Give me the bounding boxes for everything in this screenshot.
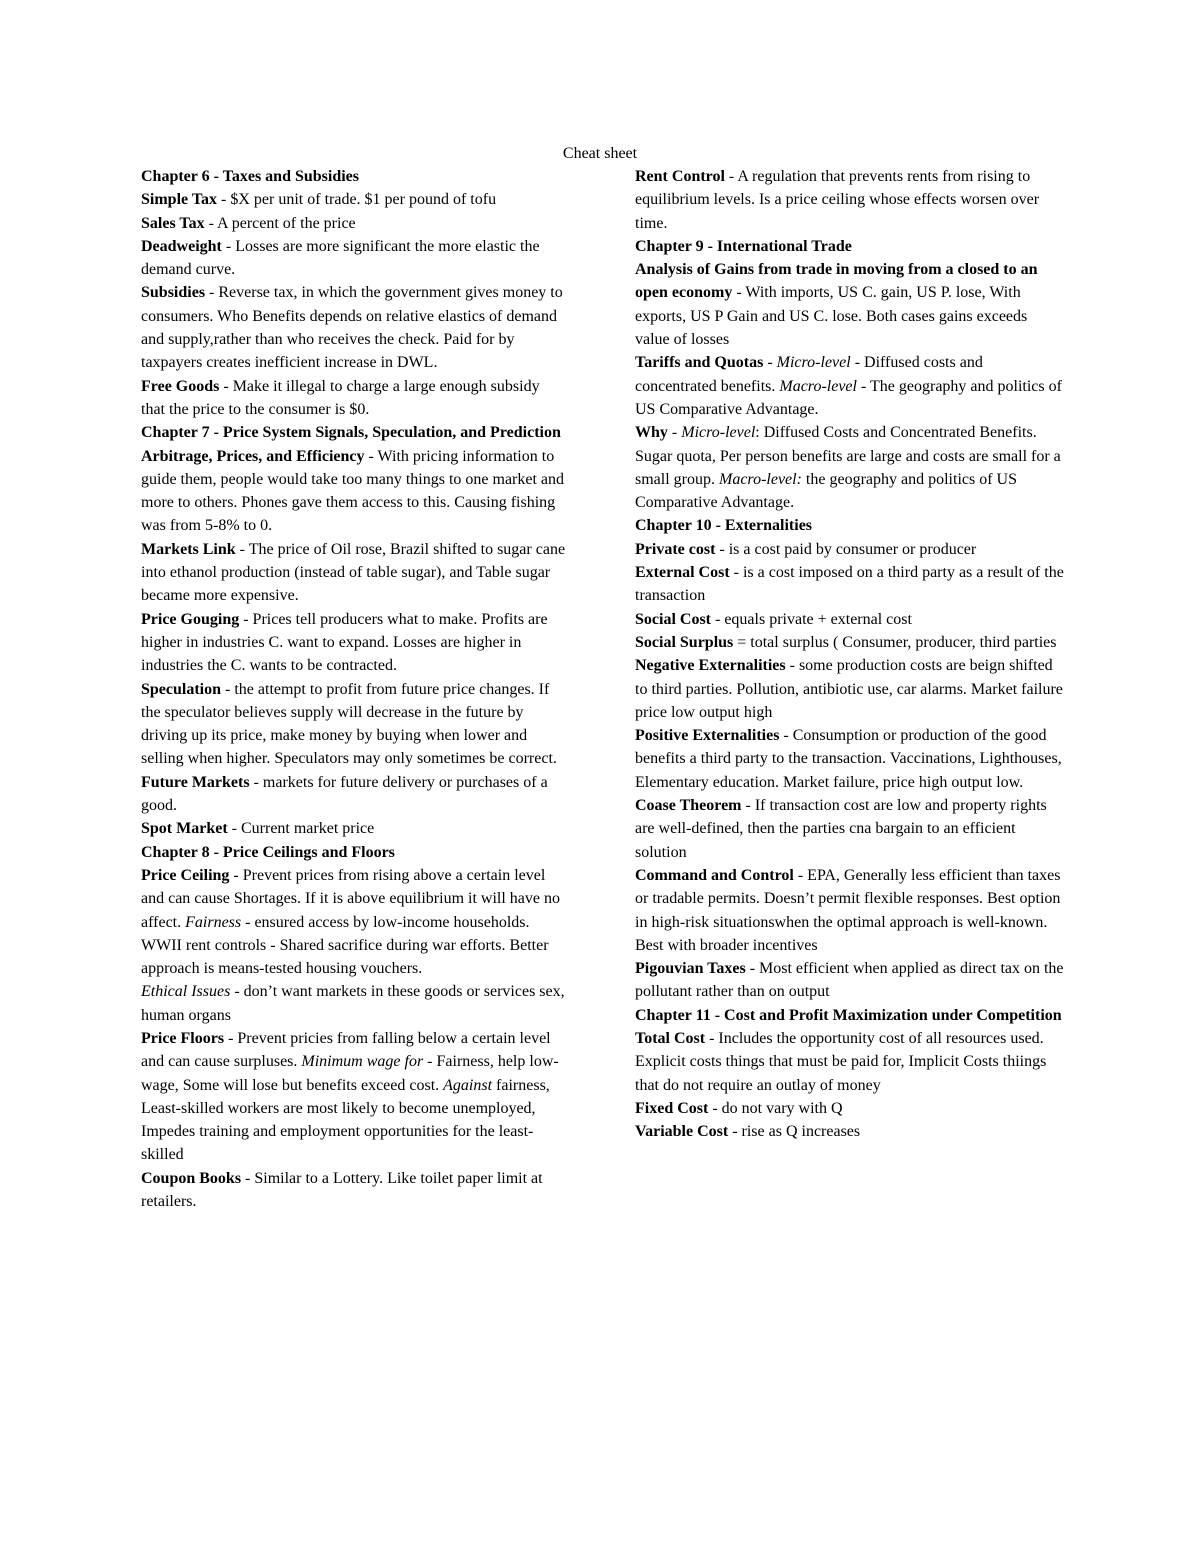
term-entry bbox=[141, 538, 567, 608]
definition-text: - some production costs are beign shifted to third parties. Pollution, antibiotic use, car alarms. Market failure price low output high bbox=[635, 657, 1063, 721]
term-entry bbox=[635, 258, 1065, 351]
term-entry bbox=[141, 188, 567, 211]
definition-text: - Consumption or production of the good benefits a third party to the transaction. Vaccinations, Lighthouses, Elementary education. Market failure, price high output low. bbox=[635, 727, 1062, 791]
term-entry bbox=[141, 235, 567, 282]
italic-text: Micro-level bbox=[681, 424, 756, 442]
term-label: Command and Control bbox=[635, 866, 794, 884]
definition-text: - bbox=[763, 354, 777, 372]
term-label: Social Surplus bbox=[635, 633, 734, 651]
term-entry bbox=[635, 724, 1065, 794]
right-column bbox=[635, 165, 1065, 1143]
term-label: Chapter 8 - Price Ceilings and Floors bbox=[141, 843, 395, 861]
chapter-heading bbox=[141, 841, 567, 864]
term-label: Chapter 10 - Externalities bbox=[635, 517, 813, 535]
term-label: Pigouvian Taxes bbox=[635, 960, 746, 978]
term-entry bbox=[635, 351, 1065, 421]
term-entry bbox=[635, 864, 1065, 957]
italic-text: Macro-level bbox=[779, 377, 857, 395]
term-label: Deadweight bbox=[141, 237, 222, 255]
chapter-heading bbox=[635, 235, 1065, 258]
term-label: External Cost bbox=[635, 564, 730, 582]
italic-text: Fairness bbox=[185, 913, 242, 931]
term-label: Why bbox=[635, 424, 668, 442]
definition-text: - Similar to a Lottery. Like toilet paper limit at retailers. bbox=[141, 1169, 543, 1211]
term-entry bbox=[141, 817, 567, 840]
definition-text: - Reverse tax, in which the government gives money to consumers. Who Benefits depends on relative elastics of demand and supply,rather than who receives the check. Paid for by taxpayers creates inefficient increase in DWL. bbox=[141, 284, 563, 372]
term-label: Negative Externalities bbox=[635, 657, 786, 675]
definition-text: - The geography and politics of US Comparative Advantage. bbox=[635, 377, 1062, 418]
definition-text: - Fairness, help low-wage, Some will lose but benefits exceed cost. bbox=[141, 1053, 559, 1094]
left-column bbox=[141, 165, 567, 1213]
definition-text: - is a cost paid by consumer or producer bbox=[715, 540, 977, 558]
term-label: Social Cost bbox=[635, 610, 711, 628]
definition-text: - With imports, US C. gain, US P. lose, With exports, US P Gain and US C. lose. Both cases gains exceeds value of losses bbox=[635, 284, 1028, 349]
definition-text: - don’t want markets in these goods or services sex, human organs bbox=[141, 983, 565, 1024]
definition-text: - equals private + external cost bbox=[711, 610, 912, 628]
term-label: Spot Market bbox=[141, 820, 228, 838]
definition-text: - Prevent prices from rising above a certain level and can cause Shortages. If it is above equilibrium it will have no affect. bbox=[141, 866, 560, 931]
definition-text: - ensured access by low-income households. WWII rent controls - Shared sacrifice during war efforts. Better approach is means-tested housing vouchers. bbox=[141, 913, 549, 978]
term-label: Price Ceiling bbox=[141, 866, 230, 884]
term-entry bbox=[635, 631, 1065, 654]
term-label: Subsidies bbox=[141, 284, 206, 302]
term-label: Speculation bbox=[141, 680, 222, 698]
definition-text: - A regulation that prevents rents from rising to equilibrium levels. Is a price ceiling whose effects worsen over time. bbox=[635, 168, 1040, 232]
term-label: Price Floors bbox=[141, 1029, 225, 1047]
definition-text: = total surplus ( Consumer, producer, third parties bbox=[733, 633, 1057, 651]
definition-text: - If transaction cost are low and property rights are well-defined, then the parties cna bargain to an efficient solution bbox=[635, 797, 1047, 861]
definition-text: - EPA, Generally less efficient than taxes or tradable permits. Doesn’t permit flexible responses. Best option in high-risk situationswhen the optimal approach is well-known. Best with broader incentives bbox=[635, 866, 1061, 954]
definition-text: - the attempt to profit from future price changes. If the speculator believes supply will decrease in the future by driving up its price, make money by buying when lower and selling when higher. Speculators may only sometimes be correct. bbox=[141, 680, 557, 768]
definition-text: - The price of Oil rose, Brazil shifted to sugar cane into ethanol production (instead of table sugar), and Table sugar became more expensive. bbox=[141, 540, 566, 605]
term-entry bbox=[635, 538, 1065, 561]
definition-text: - $X per unit of trade. $1 per pound of tofu bbox=[217, 191, 497, 209]
definition-text: - is a cost imposed on a third party as a result of the transaction bbox=[635, 564, 1064, 605]
definition-text: - bbox=[667, 424, 682, 442]
term-entry bbox=[635, 1027, 1065, 1097]
definition-text: - With pricing information to guide them, people would take too many things to one market and more to others. Phones gave them access to this. Causing fishing was from 5-8% to 0. bbox=[141, 447, 565, 535]
definition-text: - A percent of the price bbox=[204, 214, 356, 232]
term-label: Chapter 7 - Price System Signals, Speculation, and Prediction bbox=[141, 424, 561, 442]
term-label: Chapter 9 - International Trade bbox=[635, 237, 852, 255]
term-entry bbox=[635, 957, 1065, 1004]
term-label: Chapter 11 - Cost and Profit Maximization under Competition bbox=[635, 1006, 1062, 1024]
term-entry bbox=[635, 421, 1065, 514]
chapter-heading bbox=[141, 165, 567, 188]
term-entry bbox=[635, 1097, 1065, 1120]
term-entry bbox=[141, 281, 567, 374]
definition-text: the geography and politics of US Comparative Advantage. bbox=[635, 470, 1017, 512]
term-entry bbox=[635, 608, 1065, 631]
definition-text: - Losses are more significant the more elastic the demand curve. bbox=[141, 237, 540, 279]
definition-text: - Make it illegal to charge a large enough subsidy that the price to the consumer is $0. bbox=[141, 377, 540, 418]
chapter-heading bbox=[635, 514, 1065, 537]
term-label: Coupon Books bbox=[141, 1169, 242, 1187]
term-label: Arbitrage, Prices, and Efficiency bbox=[141, 447, 365, 465]
italic-text: Against bbox=[443, 1076, 493, 1094]
term-entry bbox=[141, 980, 567, 1027]
term-label: Coase Theorem bbox=[635, 797, 742, 815]
page-title: Cheat sheet bbox=[562, 145, 638, 162]
definition-text: - Prices tell producers what to make. Profits are higher in industries C. want to expand. Losses are higher in industries the C. wants to be contracted. bbox=[141, 610, 548, 675]
definition-text: - Current market price bbox=[227, 820, 375, 838]
term-entry bbox=[141, 771, 567, 818]
term-entry bbox=[635, 654, 1065, 724]
term-entry bbox=[635, 165, 1065, 235]
term-label: Private cost bbox=[635, 540, 716, 558]
term-entry bbox=[635, 1120, 1065, 1143]
definition-text: fairness, Least-skilled workers are most likely to become unemployed, Impedes training and employment opportunities for the least-skilled bbox=[141, 1076, 550, 1164]
definition-text: - Diffused costs and concentrated benefits. bbox=[635, 354, 983, 395]
term-entry bbox=[635, 794, 1065, 864]
term-entry bbox=[635, 561, 1065, 608]
term-label: Tariffs and Quotas bbox=[635, 354, 764, 372]
italic-text: Minimum wage for bbox=[301, 1053, 424, 1071]
definition-text: - markets for future delivery or purchases of a good. bbox=[141, 773, 548, 815]
term-entry bbox=[141, 1027, 567, 1167]
definition-text: - Prevent pricies from falling below a certain level and can cause surpluses. bbox=[141, 1029, 551, 1071]
definition-text: - Includes the opportunity cost of all resources used. Explicit costs things that must be paid for, Implicit Costs thiings that do not require an outlay of money bbox=[635, 1029, 1047, 1094]
term-label: Chapter 6 - Taxes and Subsidies bbox=[141, 168, 359, 185]
term-entry bbox=[141, 212, 567, 235]
term-label: Total Cost bbox=[635, 1029, 706, 1047]
term-entry bbox=[141, 608, 567, 678]
chapter-heading bbox=[141, 421, 567, 444]
term-label: Sales Tax bbox=[141, 214, 205, 232]
term-label: Markets Link bbox=[141, 540, 236, 558]
term-entry bbox=[141, 864, 567, 980]
term-label: Analysis of Gains from trade in moving from a closed to an open economy bbox=[635, 261, 1038, 302]
term-label: Variable Cost bbox=[635, 1123, 729, 1141]
italic-text: Ethical Issues bbox=[141, 983, 231, 1001]
term-entry bbox=[141, 1167, 567, 1214]
definition-text: - do not vary with Q bbox=[708, 1099, 843, 1117]
term-label: Positive Externalities bbox=[635, 727, 780, 745]
term-entry bbox=[141, 445, 567, 538]
definition-text: - Most efficient when applied as direct tax on the pollutant rather than on output bbox=[635, 960, 1064, 1001]
italic-text: Macro-level: bbox=[719, 470, 802, 488]
italic-text: Micro-level bbox=[776, 354, 851, 372]
definition-text: : Diffused Costs and Concentrated Benefits. Sugar quota, Per person benefits are large and costs are small for a small group. bbox=[635, 424, 1061, 488]
term-label: Simple Tax bbox=[141, 191, 218, 209]
term-label: Free Goods bbox=[141, 377, 220, 395]
definition-text: - rise as Q increases bbox=[728, 1123, 861, 1141]
term-label: Fixed Cost bbox=[635, 1099, 709, 1117]
term-label: Price Gouging bbox=[141, 610, 240, 628]
term-label: Future Markets bbox=[141, 773, 250, 791]
term-entry bbox=[141, 678, 567, 771]
term-entry bbox=[141, 375, 567, 422]
term-label: Rent Control bbox=[635, 168, 725, 185]
chapter-heading bbox=[635, 1004, 1065, 1027]
